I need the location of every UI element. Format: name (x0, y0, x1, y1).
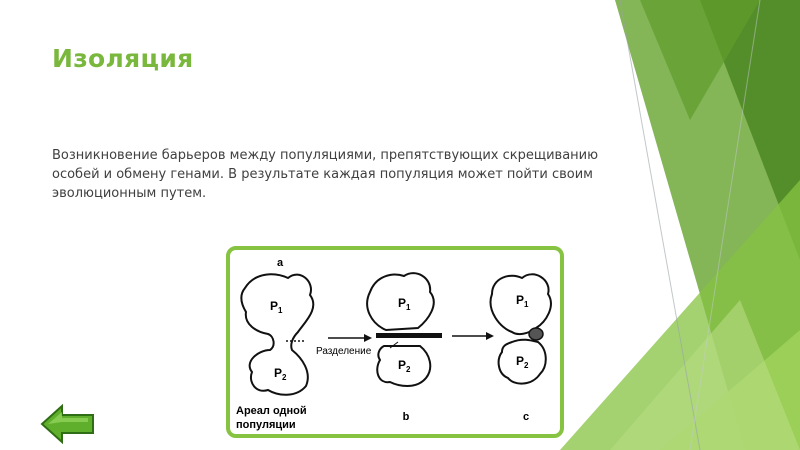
pop2-label-a: $P_2$ (274, 366, 287, 382)
slide-body-text: Возникновение барьеров между популяциями, препятствующих скрещиванию особей и обмену генами. В результате каждая популяция может пойти своим эволюционным путем. (52, 148, 599, 201)
arrow-right-icon (364, 334, 372, 342)
pop1-label-a: $P_1$ (270, 299, 283, 315)
arrow-right-icon (486, 332, 494, 340)
pop2-label-b: $P_2$ (398, 358, 411, 374)
range-label-line2: популяции (236, 419, 296, 431)
pop1-label-c: $P_1$ (516, 293, 529, 309)
panel-c-label: c (522, 411, 530, 423)
left-arrow-icon (42, 406, 93, 442)
hybrid-zone (529, 328, 543, 340)
isolation-diagram (230, 250, 560, 434)
pop1-label-b: $P_1$ (398, 296, 411, 312)
panel-b-label: b (402, 411, 410, 423)
pop2-label-c: $P_2$ (516, 354, 529, 370)
isolation-figure (226, 246, 564, 438)
back-arrow-button[interactable] (40, 404, 96, 444)
range-label-line1: Ареал одной (236, 405, 307, 417)
slide-title: Изоляция (52, 44, 194, 73)
separation-label: Разделение (316, 346, 372, 357)
barrier (376, 333, 442, 338)
panel-a-label: a (276, 257, 284, 269)
